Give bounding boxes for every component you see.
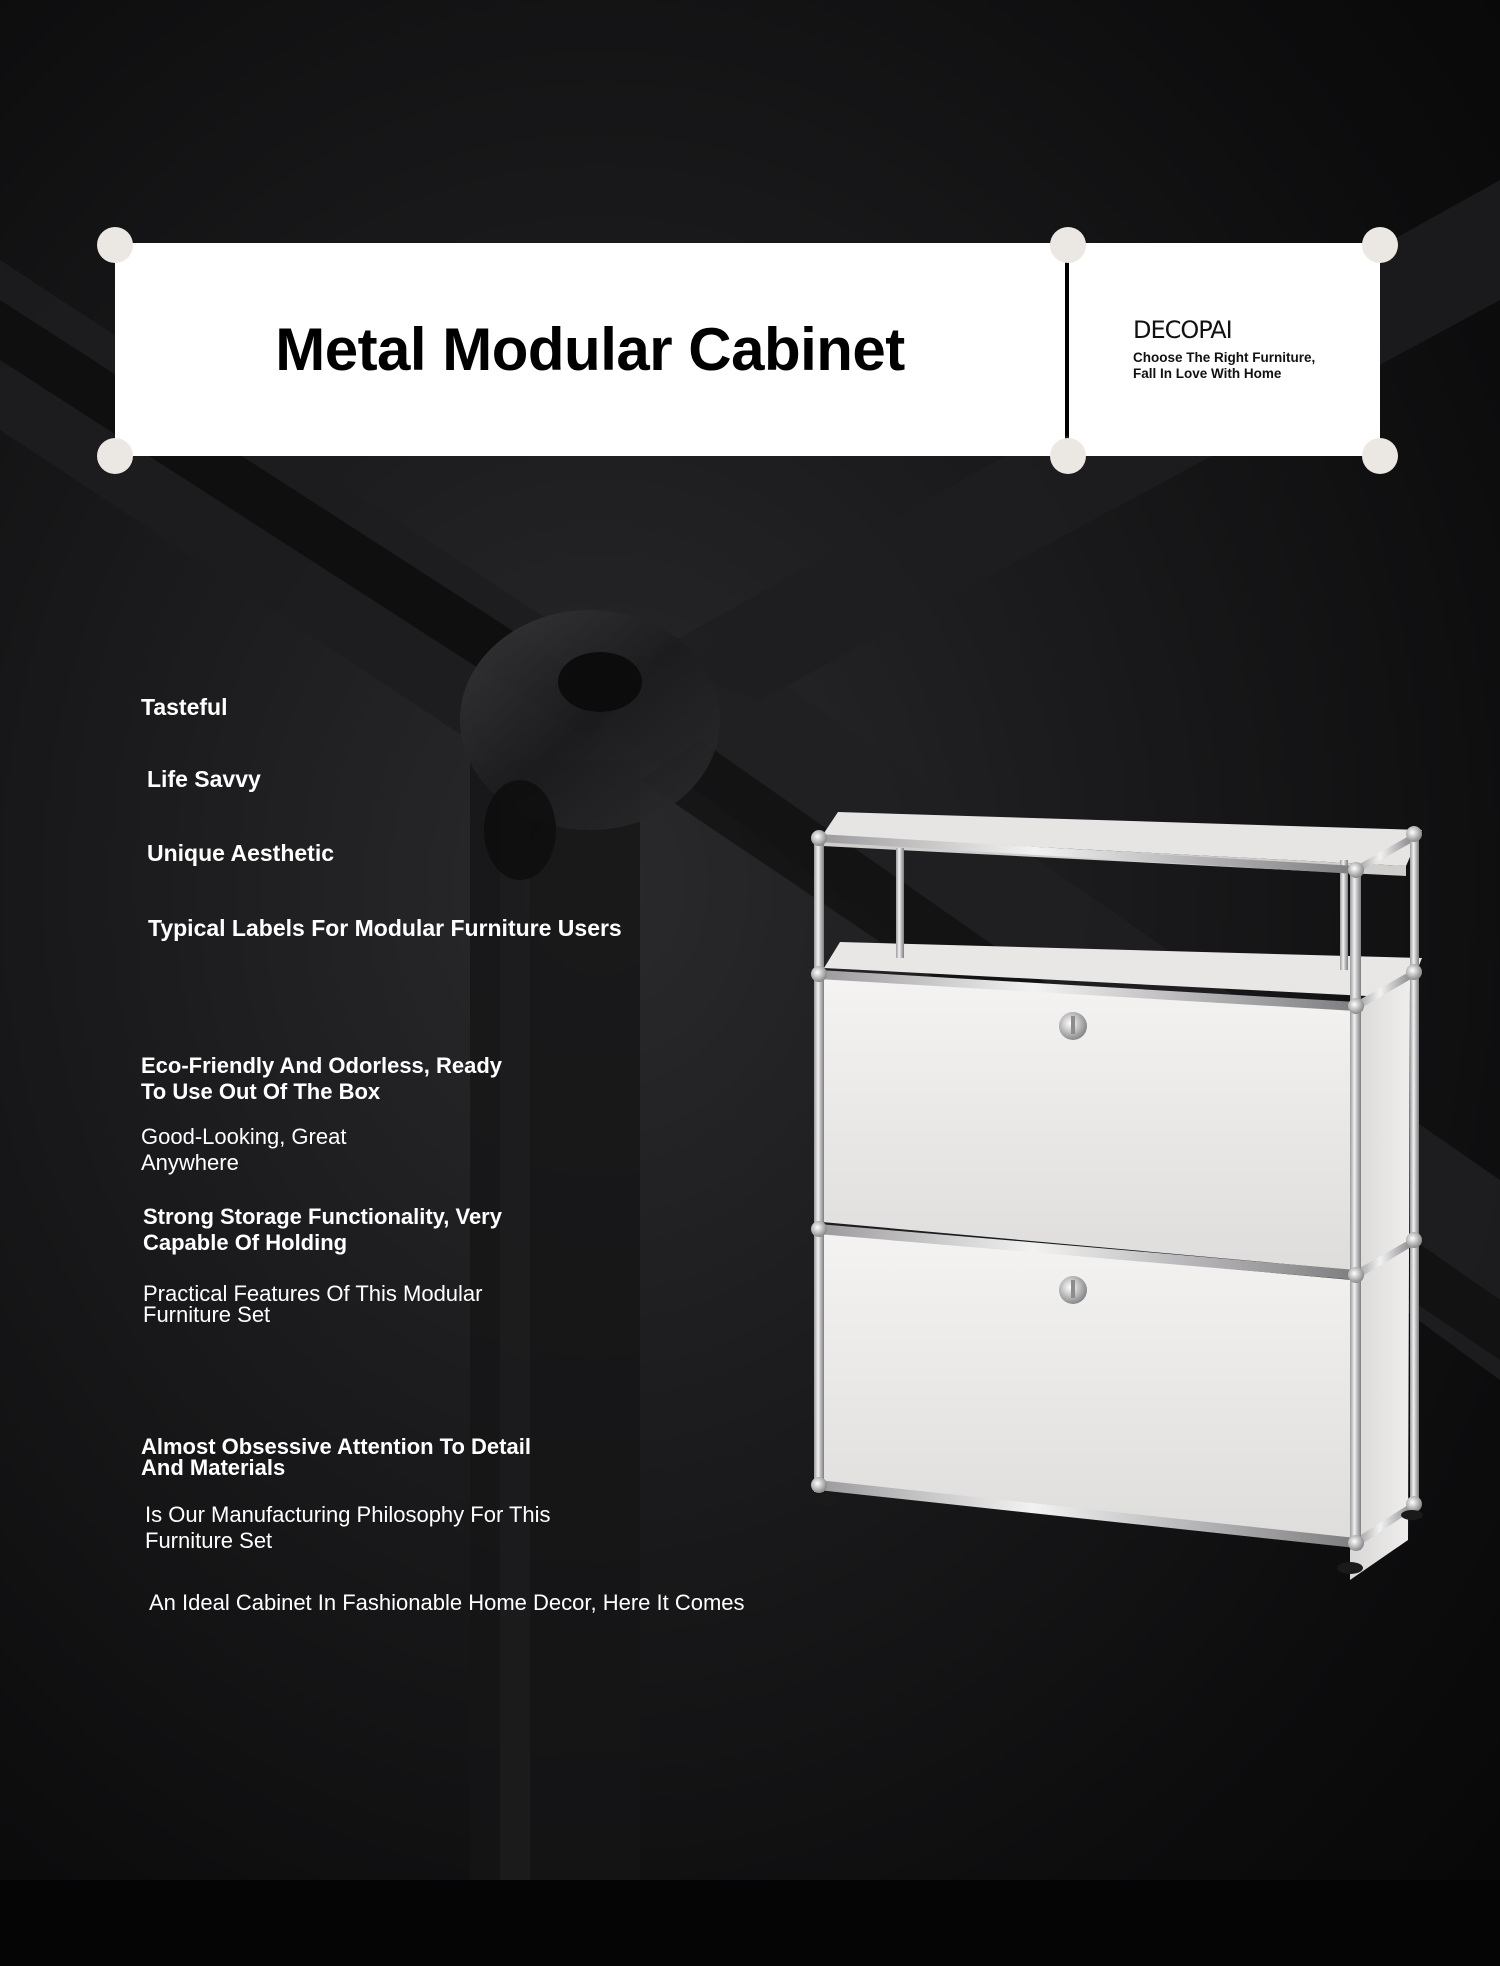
feature-eco-line-2: To Use Out Of The Box — [141, 1079, 381, 1104]
feature-good-looking — [141, 1124, 346, 1176]
label-typical-labels: Typical Labels For Modular Furniture Users — [148, 915, 622, 941]
pin-top-left — [97, 227, 133, 263]
pin-bottom-middle — [1050, 438, 1086, 474]
pin-top-right — [1362, 227, 1398, 263]
pin-top-middle — [1050, 227, 1086, 263]
tagline-line-1: Choose The Right Furniture, — [1133, 350, 1316, 365]
feature-practical-line-2: Furniture Set — [143, 1302, 271, 1327]
philosophy-detail — [141, 1436, 531, 1478]
page-title: Metal Modular Cabinet — [275, 316, 905, 383]
cabinet-product-image — [800, 800, 1430, 1590]
brand-tagline — [1133, 350, 1353, 382]
label-unique-aesthetic: Unique Aesthetic — [147, 840, 335, 866]
title-panel — [115, 243, 1065, 456]
feature-good-line-2: Anywhere — [141, 1150, 239, 1175]
brand-logo: DECOPAI — [1133, 316, 1232, 344]
feature-practical-line-1: Practical Features Of This Modular — [143, 1281, 483, 1306]
philosophy-manufacturing-line-1: Is Our Manufacturing Philosophy For This — [145, 1502, 551, 1527]
feature-good-line-1: Good-Looking, Great — [141, 1124, 347, 1149]
feature-storage — [143, 1204, 502, 1256]
pin-bottom-right — [1362, 438, 1398, 474]
feature-storage-line-2: Capable Of Holding — [143, 1230, 348, 1255]
philosophy-detail-line-1: Almost Obsessive Attention To Detail — [141, 1434, 531, 1459]
tagline-line-2: Fall In Love With Home — [1133, 366, 1282, 381]
label-life-savvy: Life Savvy — [147, 766, 261, 792]
philosophy-ideal-cabinet: An Ideal Cabinet In Fashionable Home Decor, Here It Comes — [149, 1590, 745, 1615]
label-tasteful: Tasteful — [141, 694, 228, 720]
pin-bottom-left — [97, 438, 133, 474]
feature-eco-line-1: Eco-Friendly And Odorless, Ready — [141, 1053, 503, 1078]
philosophy-manufacturing — [145, 1502, 551, 1554]
philosophy-manufacturing-line-2: Furniture Set — [145, 1528, 273, 1553]
feature-eco-friendly — [141, 1053, 502, 1105]
philosophy-detail-line-2: And Materials — [141, 1455, 286, 1480]
feature-practical — [143, 1283, 483, 1325]
feature-storage-line-1: Strong Storage Functionality, Very — [143, 1204, 502, 1229]
